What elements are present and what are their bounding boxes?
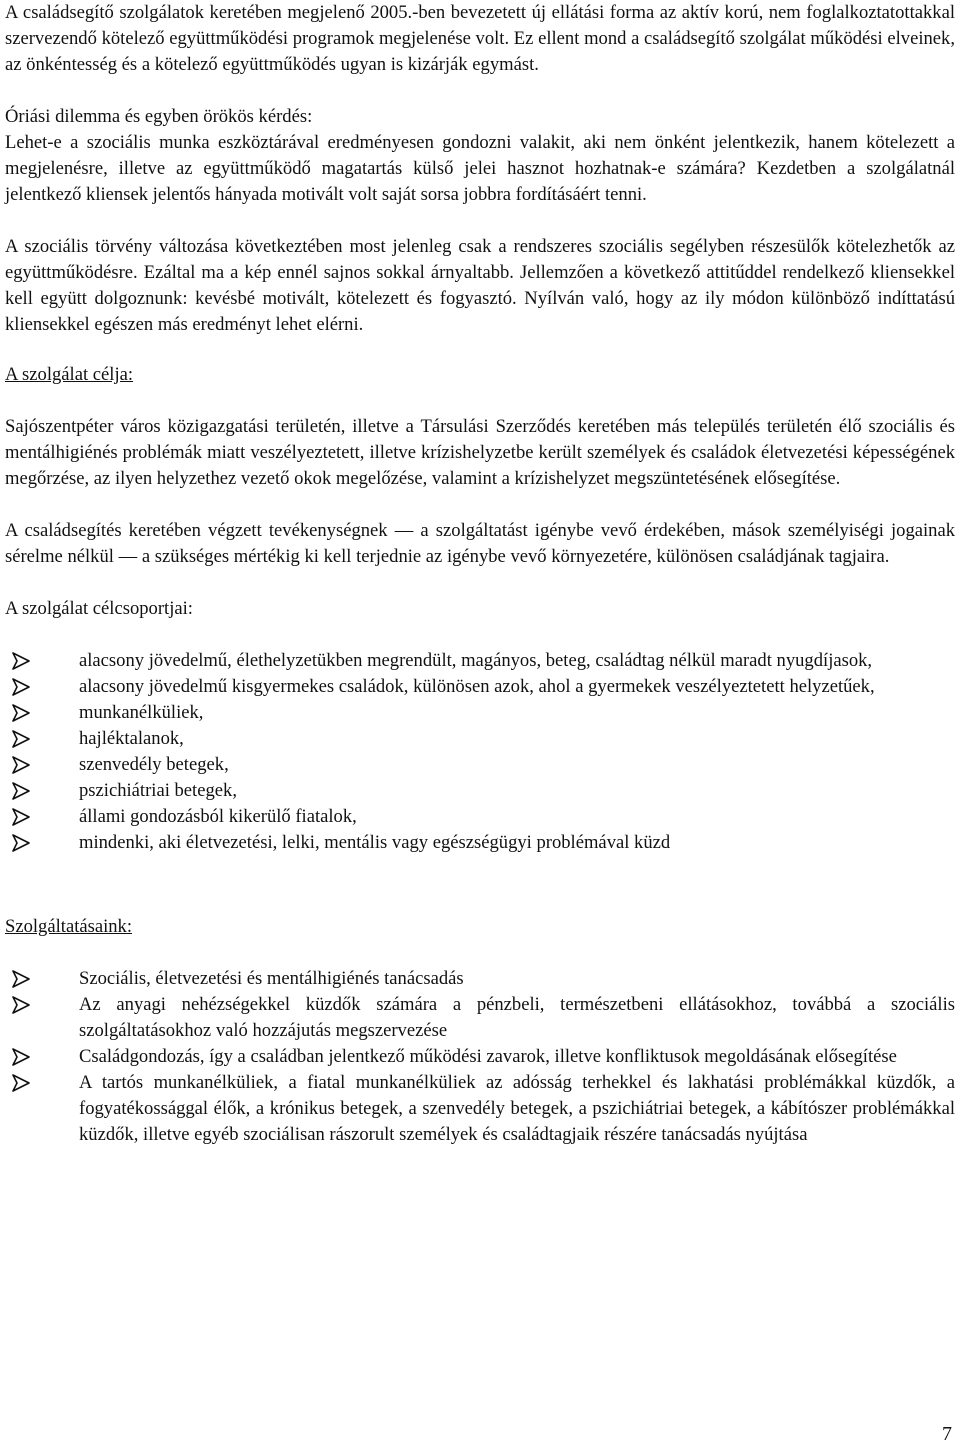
target-groups-heading: A szolgálat célcsoportjai: <box>5 598 193 619</box>
arrowhead-bullet-icon <box>11 678 31 696</box>
list-item: szenvedély betegek, <box>5 752 955 778</box>
arrowhead-bullet-icon <box>11 730 31 748</box>
spacer <box>5 208 955 234</box>
arrowhead-bullet-icon <box>11 996 31 1014</box>
services-list <box>5 966 955 1148</box>
spacer <box>5 338 955 362</box>
spacer <box>5 492 955 518</box>
arrowhead-bullet-icon <box>11 756 31 774</box>
list-item: alacsony jövedelmű, élethelyzetükben megrendült, magányos, beteg, családtag nélkül maradt nyugdíjasok, <box>5 648 955 674</box>
list-item: Szociális, életvezetési és mentálhigiénés tanácsadás <box>5 966 955 992</box>
list-item: Az anyagi nehézségekkel küzdők számára a pénzbeli, természetbeni ellátásokhoz, továbbá a szociális szolgáltatásokhoz való hozzájutás megszervezése <box>5 992 955 1044</box>
spacer <box>5 78 955 104</box>
dilemma-title: Óriási dilemma és egyben örökös kérdés: <box>5 106 313 127</box>
law-change-paragraph: A szociális törvény változása következtében most jelenleg csak a rendszeres szociális segélyben részesülők kötelezhetők az együttműködésre. Ezáltal ma a kép ennél sajnos sokkal árnyaltabb. Jellemzően a következő attitűddel rendelkező kliensekkel kell együtt dolgoznunk: kevésbé motivált, kötelezett és fogyasztó. Nyílván való, hogy az ily módon különböző indíttatású kliensekkel egészen más eredményt lehet elérni. <box>5 236 955 335</box>
spacer <box>5 388 955 414</box>
list-item: munkanélküliek, <box>5 700 955 726</box>
goal-paragraph: Sajószentpéter város közigazgatási területén, illetve a Társulási Szerződés keretében más település területén élő szociális és mentálhigiénés problémák miatt veszélyeztetett, illetve krízishelyzetbe került személyek és családok életvezetési képességének megőrzése, az ilyen helyzethez vezető okok megelőzése, valamint a krízishelyzet megszüntetésének elősegítése. <box>5 416 955 489</box>
page-number: 7 <box>942 1423 952 1445</box>
arrowhead-bullet-icon <box>11 834 31 852</box>
list-item: mindenki, aki életvezetési, lelki, mentális vagy egészségügyi problémával küzd <box>5 830 955 856</box>
spacer <box>5 570 955 596</box>
arrowhead-bullet-icon <box>11 782 31 800</box>
spacer <box>5 856 955 914</box>
arrowhead-bullet-icon <box>11 808 31 826</box>
arrowhead-bullet-icon <box>11 652 31 670</box>
list-item: hajléktalanok, <box>5 726 955 752</box>
goal-heading: A szolgálat célja: <box>5 364 134 385</box>
family-support-paragraph: A családsegítés keretében végzett tevékenységnek — a szolgáltatást igénybe vevő érdekében, mások személyiségi jogainak sérelme nélkül — a szükséges mértékig ki kell terjednie az igénybe vevő környezetére, különösen családjának tagjaira. <box>5 520 955 567</box>
arrowhead-bullet-icon <box>11 1048 31 1066</box>
document-page <box>5 0 955 1148</box>
spacer <box>5 940 955 966</box>
target-groups-list <box>5 648 955 856</box>
services-heading: Szolgáltatásaink: <box>5 916 133 937</box>
arrowhead-bullet-icon <box>11 970 31 988</box>
list-item: pszichiátriai betegek, <box>5 778 955 804</box>
arrowhead-bullet-icon <box>11 1074 31 1092</box>
intro-paragraph: A családsegítő szolgálatok keretében megjelenő 2005.-ben bevezetett új ellátási forma az aktív korú, nem foglalkoztatottakkal szervezendő kötelező együttműködési programok megjelenése volt. Ez ellent mond a családsegítő szolgálat működési elveinek, az önkéntesség és a kötelező együttműködés ugyan is kizárják egymást. <box>5 2 955 75</box>
dilemma-paragraph: Lehet-e a szociális munka eszköztárával eredményesen gondozni valakit, aki nem önként jelentkezik, hanem kötelezett a megjelenésre, illetve az együttműködő magatartás külső jelei hasznot hozhatnak-e számára? Kezdetben a szolgálatnál jelentkező kliensek jelentős hányada motivált volt saját sorsa jobbra fordításáért tenni. <box>5 132 955 205</box>
list-item: Családgondozás, így a családban jelentkező működési zavarok, illetve konfliktusok megoldásának elősegítése <box>5 1044 955 1070</box>
spacer <box>5 622 955 648</box>
list-item: alacsony jövedelmű kisgyermekes családok, különösen azok, ahol a gyermekek veszélyeztetett helyzetűek, <box>5 674 955 700</box>
list-item: A tartós munkanélküliek, a fiatal munkanélküliek az adósság terhekkel és lakhatási problémákkal küzdők, a fogyatékossággal élők, a krónikus betegek, a szenvedély betegek, a pszichiátriai betegek, a kábítószer problémákkal küzdők, illetve egyéb szociálisan rászorult személyek és családtagjaik részére tanácsadás nyújtása <box>5 1070 955 1148</box>
list-item: állami gondozásból kikerülő fiatalok, <box>5 804 955 830</box>
arrowhead-bullet-icon <box>11 704 31 722</box>
